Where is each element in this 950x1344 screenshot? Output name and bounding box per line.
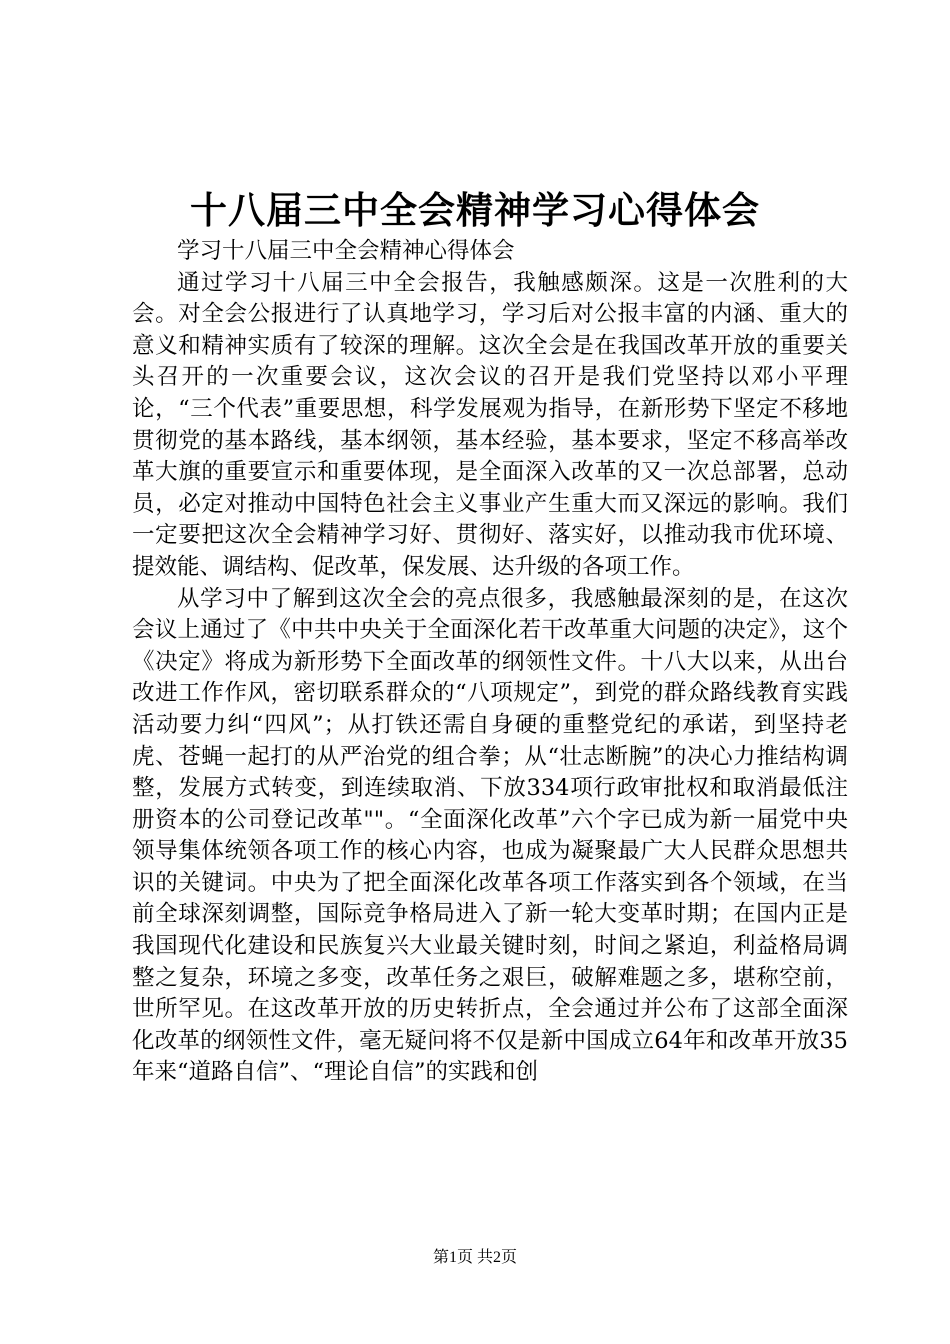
document-body [132, 236, 848, 1089]
paragraph-1: 通过学习十八届三中全会报告，我触感颇深。这是一次胜利的大会。对全会公报进行了认真地学习，学习后对公报丰富的内涵、重大的意义和精神实质有了较深的理解。这次全会是在我国改革开放的重要关头召开的一次重要会议，这次会议的召开是我们党坚持以邓小平理论，“三个代表”重要思想，科学发展观为指导，在新形势下坚定不移地贯彻党的基本路线，基本纲领，基本经验，基本要求，坚定不移高举改革大旗的重要宣示和重要体现，是全面深入改革的又一次总部署，总动员，必定对推动中国特色社会主义事业产生重大而又深远的影响。我们一定要把这次全会精神学习好、贯彻好、落实好，以推动我市优环境、提效能、调结构、促改革，保发展、达升级的各项工作。 [132, 269, 848, 580]
paragraph-2: 从学习中了解到这次全会的亮点很多，我感触最深刻的是，在这次会议上通过了《中共中央关于全面深化若干改革重大问题的决定》，这个《决定》将成为新形势下全面改革的纲领性文件。十八大以来，从出台改进工作作风，密切联系群众的“八项规定”，到党的群众路线教育实践活动要力纠“四风”；从打铁还需自身硬的重整党纪的承诺，到坚持老虎、苍蝇一起打的从严治党的组合拳；从“壮志断腕”的决心力推结构调整，发展方式转变，到连续取消、下放334项行政审批权和取消最低注册资本的公司登记改革""。“全面深化改革”六个字已成为新一届党中央领导集体统领各项工作的核心内容，也成为凝聚最广大人民群众思想共识的关键词。中央为了把全面深化改革各项工作落实到各个领域，在当前全球深刻调整，国际竞争格局进入了新一轮大变革时期；在国内正是我国现代化建设和民族复兴大业最关键时刻，时间之紧迫，利益格局调整之复杂，环境之多变，改革任务之艰巨，破解难题之多，堪称空前，世所罕见。在这改革开放的历史转折点，全会通过并公布了这部全面深化改革的纲领性文件，毫无疑问将不仅是新中国成立64年和改革开放35年来“道路自信”、“理论自信”的实践和创 [132, 585, 848, 1086]
document-subtitle: 学习十八届三中全会精神心得体会 [177, 238, 515, 264]
document-title: 十八届三中全会精神学习心得体会 [190, 188, 760, 232]
page-number-footer: 第1页 共2页 [432, 1249, 517, 1266]
